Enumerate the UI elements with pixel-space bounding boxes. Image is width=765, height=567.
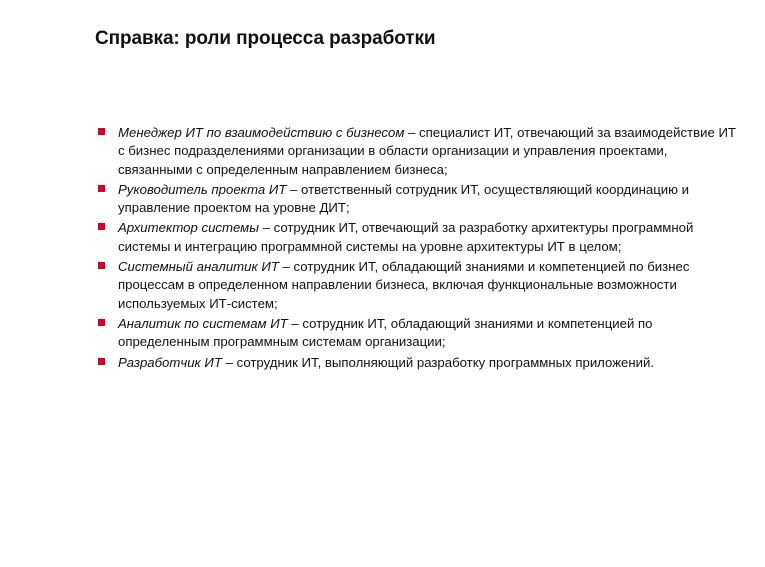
role-list <box>98 124 738 374</box>
role-description: – сотрудник ИТ, отвечающий за разработку архитектуры программной системы и интеграцию программной системы на уровне архитектуры ИТ в целом; <box>118 220 694 254</box>
role-name: Системный аналитик ИТ <box>118 259 279 275</box>
role-name: Руководитель проекта ИТ <box>118 181 287 197</box>
role-name: Менеджер ИТ по взаимодействию с бизнесом <box>118 125 405 140</box>
square-bullet-icon <box>98 185 105 192</box>
role-description: – ответственный сотрудник ИТ, осуществляющий координацию и управление проектом на уровне ДИТ; <box>118 181 690 216</box>
role-name: Аналитик по системам ИТ <box>118 315 288 331</box>
role-description: – сотрудник ИТ, выполняющий разработку программных приложений. <box>221 354 655 370</box>
square-bullet-icon <box>98 358 105 365</box>
role-description: – сотрудник ИТ, обладающий знаниями и компетенцией по определенным программным системам организации; <box>118 315 653 350</box>
list-item-systems-analyst-it <box>98 315 738 352</box>
role-name: Разработчик ИТ <box>118 354 222 370</box>
list-item-it-developer <box>98 354 738 372</box>
square-bullet-icon <box>98 262 105 269</box>
role-description: – сотрудник ИТ, обладающий знаниями и компетенцией по бизнес процессам в определенном направлении бизнеса, включая функциональные возможности используемых ИТ-систем; <box>118 259 690 311</box>
role-name: Архитектор системы <box>118 220 259 236</box>
list-item-system-architect <box>98 219 738 256</box>
list-item-it-business-manager <box>98 124 738 179</box>
square-bullet-icon <box>98 223 105 230</box>
square-bullet-icon <box>98 128 105 135</box>
list-item-system-analyst <box>98 258 738 313</box>
square-bullet-icon <box>98 319 105 326</box>
list-item-it-project-manager <box>98 181 738 218</box>
role-description: – специалист ИТ, отвечающий за взаимодействие ИТ с бизнес подразделениями организации в области организации и управления проектами, связанными с определенным направлением бизнеса; <box>118 125 736 177</box>
page-title: Справка: роли процесса разработки <box>95 28 436 49</box>
